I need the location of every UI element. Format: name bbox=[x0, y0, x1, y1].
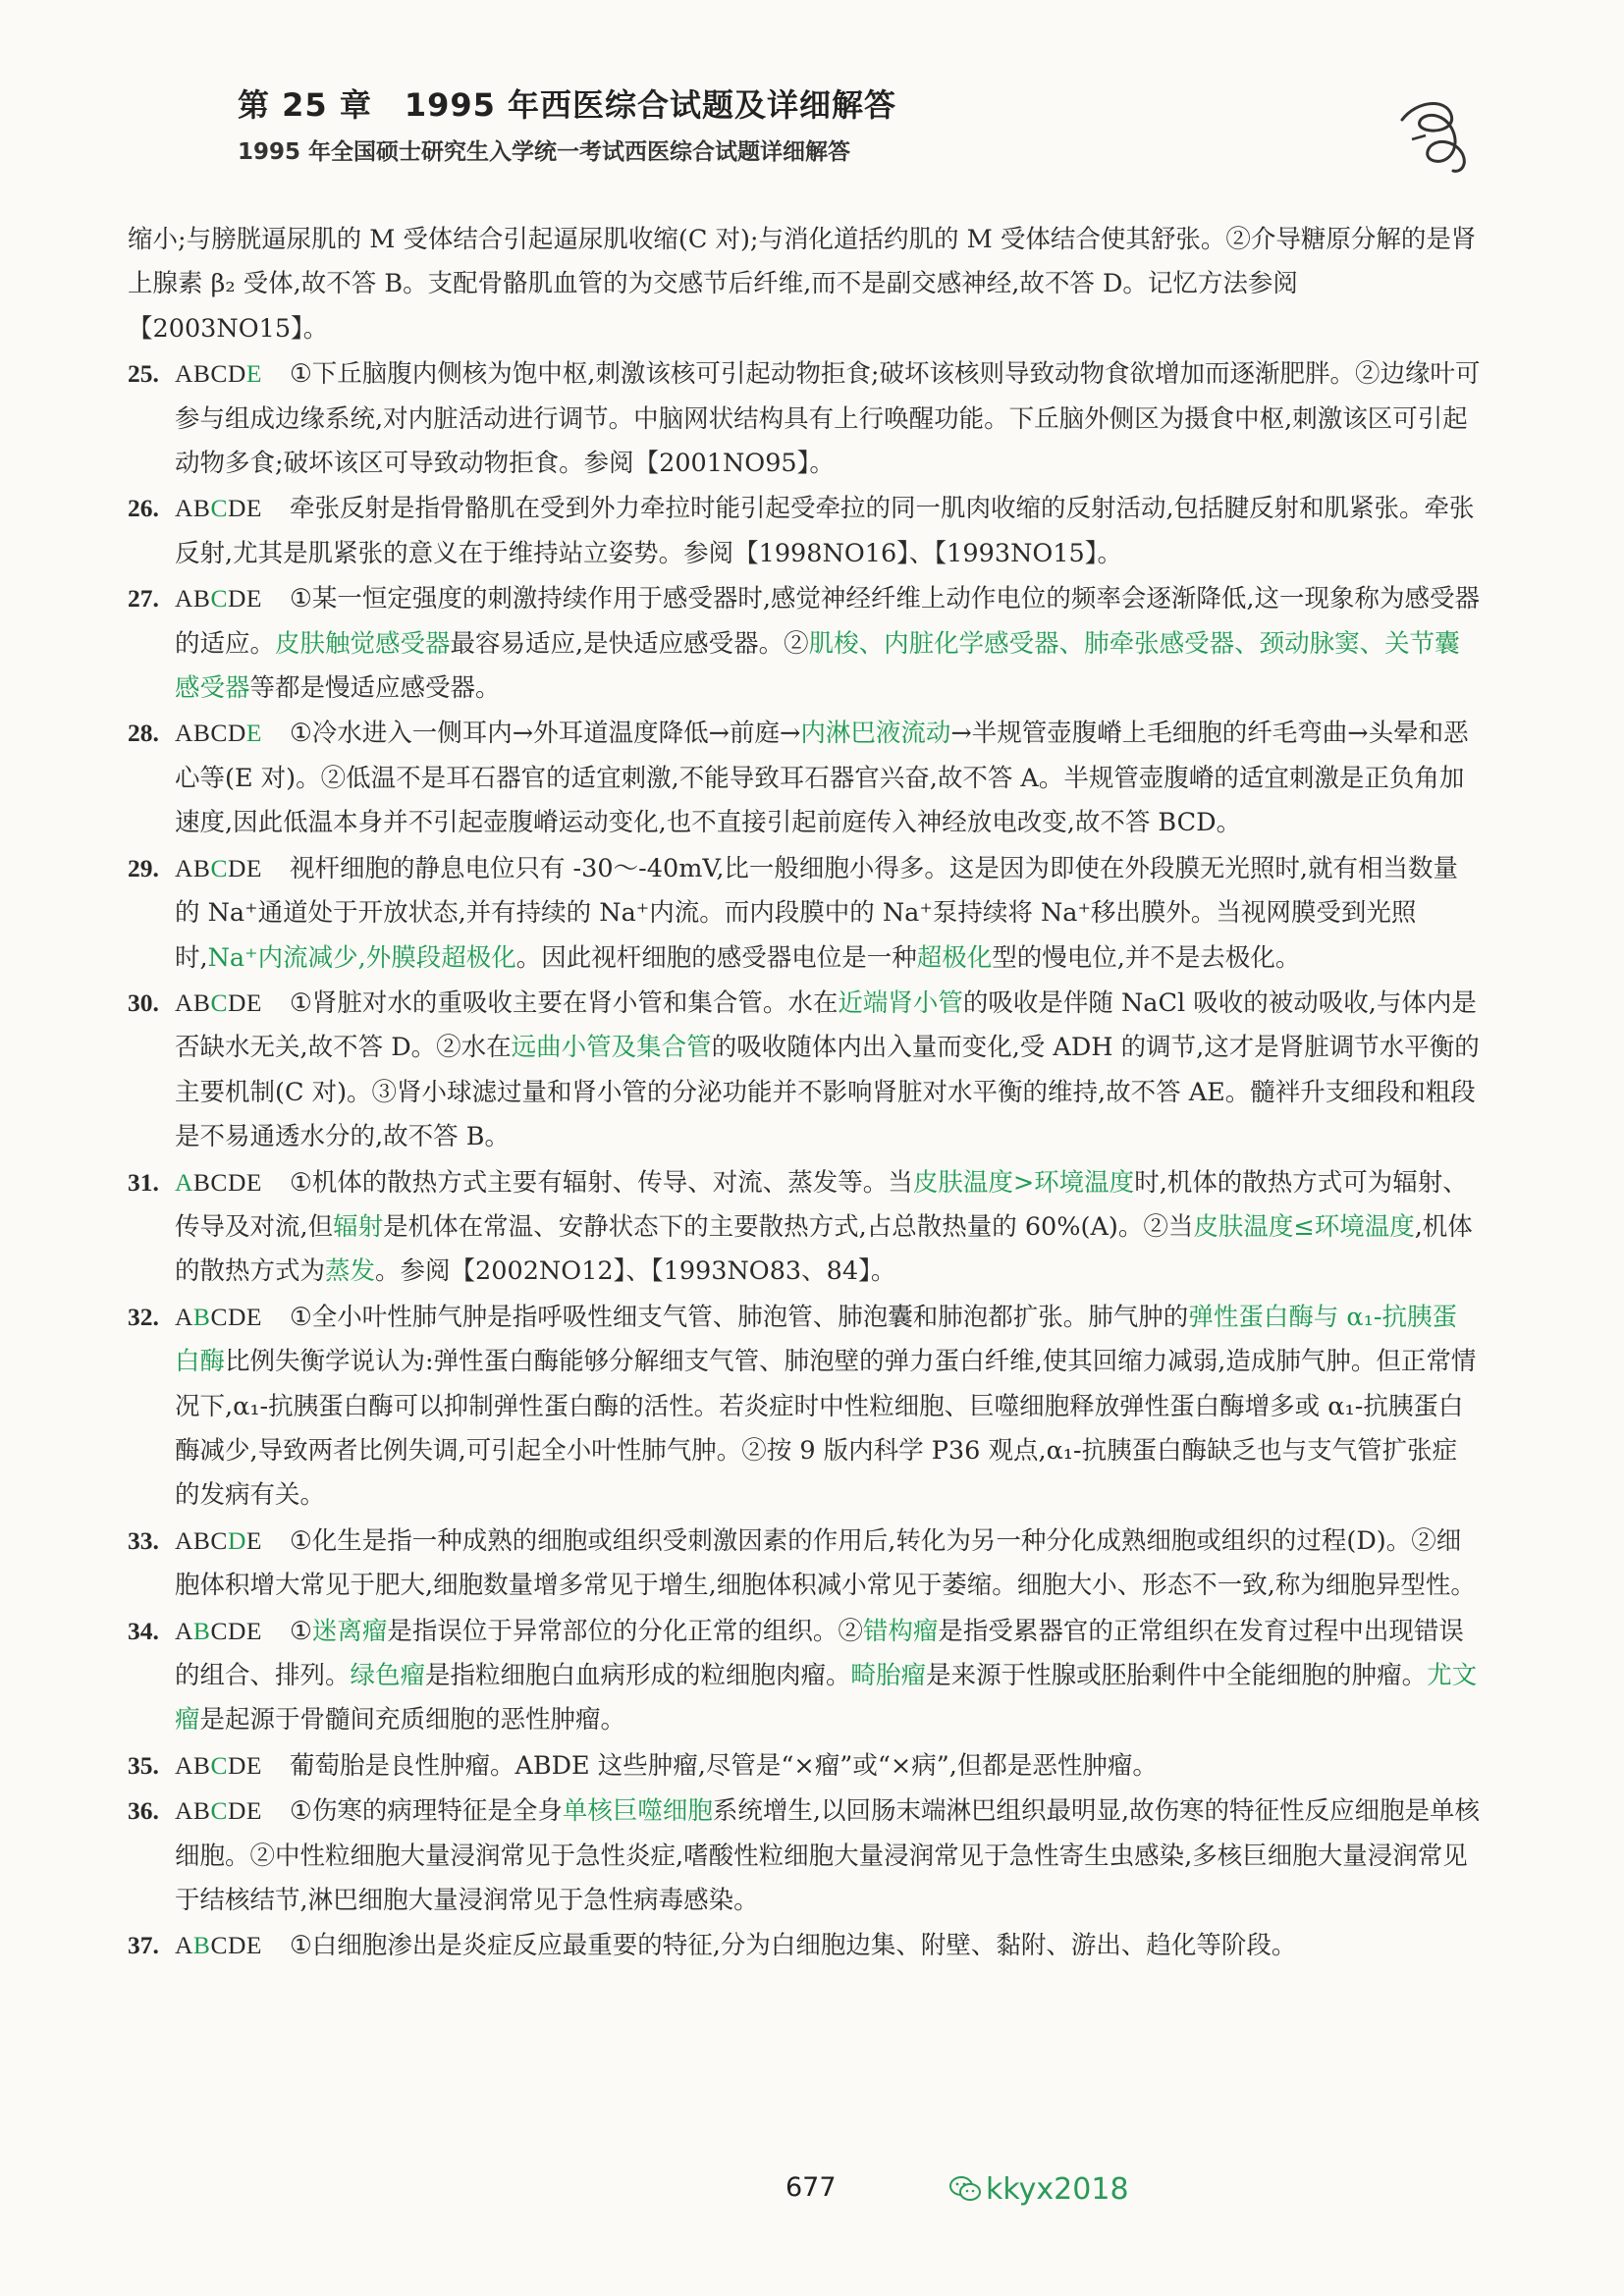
watermark bbox=[948, 2172, 1129, 2207]
question-number: 32. bbox=[128, 1302, 159, 1331]
correct-choice: E bbox=[245, 359, 262, 389]
continued-explanation bbox=[128, 218, 1481, 351]
explanation-text: 。因此视杆细胞的感受器电位是一种 bbox=[515, 942, 917, 973]
question-answer-item bbox=[128, 1160, 1481, 1295]
highlighted-term: 错构瘤 bbox=[862, 1616, 939, 1646]
question-number: 33. bbox=[128, 1525, 159, 1555]
choice-letters: ABC bbox=[175, 1525, 228, 1555]
question-answer-item bbox=[128, 711, 1481, 845]
explanation-text: →半规管壶腹嵴上毛细胞的纤毛弯曲→头晕和恶心等(E 对)。②低温不是耳石器官的适宜刺激,不能导致耳石器官兴奋,故不答 A。半规管壶腹嵴的适宜刺激是正负角加速度,因此低温本身并不引起壶腹嵴运动变化,也不直接引起前庭传入神经放电改变,故不答 BCD。 bbox=[175, 719, 1469, 838]
highlighted-term: 尤文瘤 bbox=[175, 1661, 1478, 1735]
chapter-title: 第 25 章 1995 年西医综合试题及详细解答 bbox=[238, 86, 897, 124]
question-number: 27. bbox=[128, 584, 159, 614]
explanation-text: ①机体的散热方式主要有辐射、传导、对流、蒸发等。当 bbox=[289, 1167, 913, 1198]
choice-letters: DE bbox=[227, 1750, 262, 1780]
answer-choices bbox=[175, 1931, 262, 1959]
choice-letters: AB bbox=[175, 1750, 211, 1780]
correct-choice: A bbox=[175, 1167, 193, 1197]
question-answer-item bbox=[128, 1789, 1481, 1923]
answer-choices bbox=[175, 584, 262, 613]
question-number: 29. bbox=[128, 853, 159, 882]
explanation-text: 牵张反射是指骨骼肌在受到外力牵拉时能引起受牵拉的同一肌肉收缩的反射活动,包括腱反射和肌紧张。牵张反射,尤其是肌紧张的意义在于维持站立姿势。参阅【1998NO16】、【1993NO15】。 bbox=[175, 494, 1475, 568]
correct-choice: C bbox=[210, 494, 228, 523]
choice-letters: DE bbox=[227, 494, 262, 523]
question-answer-item bbox=[128, 1743, 1481, 1789]
highlighted-term: 近端肾小管 bbox=[838, 988, 963, 1018]
question-number: 30. bbox=[128, 988, 159, 1017]
question-number: 26. bbox=[128, 494, 159, 523]
highlighted-term: 肌梭、内脏化学感受器、肺牵张感受器、颈动脉窦、关节囊感受器 bbox=[175, 628, 1460, 704]
correct-choice: C bbox=[210, 988, 228, 1017]
wechat-icon bbox=[948, 2175, 982, 2203]
correct-choice: B bbox=[192, 1302, 211, 1331]
choice-letters: E bbox=[245, 1525, 262, 1555]
choice-letters: CDE bbox=[210, 1616, 262, 1645]
explanation-text: 等都是慢适应感受器。 bbox=[249, 673, 501, 704]
question-answer-item bbox=[128, 846, 1481, 981]
correct-choice: B bbox=[192, 1931, 211, 1960]
explanation-text: 是指受累器官的正常组织在发育过程中出现错误的组合、排列。 bbox=[175, 1616, 1464, 1690]
choice-letters: CDE bbox=[210, 1931, 262, 1960]
answer-choices bbox=[175, 1168, 262, 1197]
highlighted-term: 辐射 bbox=[333, 1211, 384, 1242]
question-answer-item bbox=[128, 1923, 1481, 1968]
explanation-text: 是指误位于异常部位的分化正常的组织。② bbox=[387, 1616, 863, 1646]
choice-letters: DE bbox=[227, 853, 262, 882]
explanation-text: 是来源于性腺或胚胎剩件中全能细胞的肿瘤。 bbox=[926, 1661, 1428, 1690]
explanation-text: 最容易适应,是快适应感受器。② bbox=[450, 628, 809, 659]
question-number: 34. bbox=[128, 1616, 159, 1645]
correct-choice: C bbox=[210, 1750, 228, 1780]
highlighted-term: Na⁺内流减少,外膜段超极化 bbox=[207, 942, 516, 973]
highlighted-term: 单核巨噬细胞 bbox=[562, 1796, 713, 1827]
explanation-text: 型的慢电位,并不是去极化。 bbox=[992, 942, 1301, 973]
choice-letters: AB bbox=[175, 494, 211, 523]
highlighted-term: 超极化 bbox=[916, 942, 993, 973]
answer-choices bbox=[175, 494, 262, 522]
question-answer-item bbox=[128, 486, 1481, 576]
highlighted-term: 绿色瘤 bbox=[350, 1661, 426, 1690]
answer-choices bbox=[175, 1751, 262, 1780]
correct-choice: B bbox=[192, 1616, 211, 1645]
choice-letters: BCDE bbox=[192, 1167, 262, 1197]
explanation-text: 是起源于骨髓间充质细胞的恶性肿瘤。 bbox=[199, 1705, 626, 1735]
explanation-text: 的吸收是伴随 NaCl 吸收的被动吸收,与体内是否缺水无关,故不答 D。②水在 bbox=[175, 988, 1477, 1063]
chapter-subtitle: 1995 年全国硕士研究生入学统一考试西医综合试题详细解答 bbox=[238, 139, 851, 165]
answer-choices bbox=[175, 1796, 262, 1825]
explanation-text: 。参阅【2002NO12】、【1993NO83、84】。 bbox=[375, 1256, 896, 1287]
question-answer-item bbox=[128, 1295, 1481, 1519]
explanation-text: 视杆细胞的静息电位只有 -30～-40mV,比一般细胞小得多。这是因为即使在外段膜无光照时,就有相当数量的 Na⁺通道处于开放状态,并有持续的 Na⁺内流。而内段膜中的 Na⁺泵持续将 Na⁺移出膜外。当视网膜受到光照时, bbox=[175, 853, 1459, 973]
choice-letters: ABCD bbox=[175, 719, 246, 748]
question-answer-item bbox=[128, 351, 1481, 486]
explanation-text: 是指粒细胞白血病形成的粒细胞肉瘤。 bbox=[425, 1661, 851, 1690]
explanation-text: ①全小叶性肺气肿是指呼吸性细支气管、肺泡管、肺泡囊和肺泡都扩张。肺气肿的 bbox=[289, 1302, 1189, 1332]
page-number: 677 bbox=[785, 2172, 837, 2203]
explanation-text: 的吸收随体内出入量而变化,受 ADH 的调节,这才是肾脏调节水平衡的主要机制(C 对)。③肾小球滤过量和肾小管的分泌功能并不影响肾脏对水平衡的维持,故不答 AE。髓袢升支细段和粗段是不易通透水分的,故不答 B。 bbox=[175, 1033, 1480, 1152]
question-number: 28. bbox=[128, 719, 159, 748]
choice-letters: AB bbox=[175, 584, 211, 614]
highlighted-term: 迷离瘤 bbox=[311, 1616, 388, 1646]
explanation-text: ①化生是指一种成熟的细胞或组织受刺激因素的作用后,转化为另一种分化成熟细胞或组织的过程(D)。②细胞体积增大常见于肥大,细胞数量增多常见于增生,细胞体积减小常见于萎缩。细胞大小、形态不一致,称为细胞异型性。 bbox=[175, 1525, 1476, 1601]
answer-choices bbox=[175, 1303, 262, 1331]
choice-letters: CDE bbox=[210, 1302, 262, 1331]
question-number: 37. bbox=[128, 1931, 159, 1960]
handwritten-scribble-mark bbox=[1392, 90, 1481, 179]
question-answer-item bbox=[128, 981, 1481, 1160]
explanation-text: ①冷水进入一侧耳内→外耳道温度降低→前庭→ bbox=[289, 719, 801, 749]
correct-choice: C bbox=[210, 584, 228, 614]
correct-choice: C bbox=[210, 853, 228, 882]
choice-letters: DE bbox=[227, 1796, 262, 1826]
choice-letters: DE bbox=[227, 584, 262, 614]
highlighted-term: 内淋巴液流动 bbox=[800, 719, 951, 749]
explanation-text: 系统增生,以回肠末端淋巴组织最明显,故伤寒的特征性反应细胞是单核细胞。②中性粒细胞大量浸润常见于急性炎症,嗜酸性粒细胞大量浸润常见于急性寄生虫感染,多核巨细胞大量浸润常见于结核结节,淋巴细胞大量浸润常见于急性病毒感染。 bbox=[175, 1796, 1481, 1916]
question-answer-item bbox=[128, 1609, 1481, 1743]
correct-choice: D bbox=[227, 1525, 246, 1555]
highlighted-term: 蒸发 bbox=[325, 1256, 376, 1287]
choice-letters: AB bbox=[175, 1796, 211, 1826]
highlighted-term: 皮肤温度>环境温度 bbox=[912, 1167, 1135, 1198]
choice-letters: DE bbox=[227, 988, 262, 1017]
choice-letters: A bbox=[175, 1931, 193, 1960]
choice-letters: AB bbox=[175, 853, 211, 882]
choice-letters: AB bbox=[175, 988, 211, 1017]
answer-choices bbox=[175, 359, 262, 388]
highlighted-term: 畸胎瘤 bbox=[850, 1661, 927, 1690]
explanation-text: ①伤寒的病理特征是全身 bbox=[289, 1796, 563, 1827]
highlighted-term: 远曲小管及集合管 bbox=[511, 1033, 712, 1063]
answer-explanations bbox=[128, 218, 1481, 1969]
explanation-text: 时,机体的散热方式可为辐射、传导及对流,但 bbox=[175, 1167, 1468, 1242]
highlighted-term: 皮肤触觉感受器 bbox=[275, 628, 451, 659]
explanation-text: 缩小;与膀胱逼尿肌的 M 受体结合引起逼尿肌收缩(C 对);与消化道括约肌的 M 受体结合使其舒张。②介导糖原分解的是肾上腺素 β₂ 受体,故不答 B。支配骨骼肌血管的为交感节后纤维,而不是副交感神经,故不答 D。记忆方法参阅【2003NO15】。 bbox=[128, 225, 1477, 344]
question-number: 35. bbox=[128, 1750, 159, 1780]
choice-letters: A bbox=[175, 1616, 193, 1645]
watermark-text: kkyx2018 bbox=[986, 2172, 1129, 2207]
explanation-text: ①白细胞渗出是炎症反应最重要的特征,分为白细胞边集、附壁、黏附、游出、趋化等阶段。 bbox=[289, 1931, 1297, 1961]
page-header bbox=[238, 80, 1514, 166]
explanation-text: 比例失衡学说认为:弹性蛋白酶能够分解细支气管、肺泡壁的弹力蛋白纤维,使其回缩力减弱,造成肺气肿。但正常情况下,α₁-抗胰蛋白酶可以抑制弹性蛋白酶的活性。若炎症时中性粒细胞、巨噬细胞释放弹性蛋白酶增多或 α₁-抗胰蛋白酶减少,导致两者比例失调,可引起全小叶性肺气肿。②按 9 版内科学 P36 观点,α₁-抗胰蛋白酶缺乏也与支气管扩张症的发病有关。 bbox=[175, 1347, 1477, 1511]
explanation-text: ①肾脏对水的重吸收主要在肾小管和集合管。水在 bbox=[289, 988, 839, 1018]
highlighted-term: 弹性蛋白酶与 α₁-抗胰蛋白酶 bbox=[175, 1302, 1457, 1377]
answer-choices bbox=[175, 988, 262, 1017]
answer-choices bbox=[175, 854, 262, 882]
choice-letters: A bbox=[175, 1302, 193, 1331]
explanation-text: ① bbox=[289, 1616, 312, 1646]
question-number: 25. bbox=[128, 359, 159, 389]
question-number: 36. bbox=[128, 1796, 159, 1826]
correct-choice: C bbox=[210, 1796, 228, 1826]
question-answer-item bbox=[128, 576, 1481, 711]
explanation-text: ①某一恒定强度的刺激持续作用于感受器时,感觉神经纤维上动作电位的频率会逐渐降低,这一现象称为感受器的适应。 bbox=[175, 584, 1481, 659]
answer-choices bbox=[175, 1617, 262, 1645]
correct-choice: E bbox=[245, 719, 262, 748]
explanation-text: ①下丘脑腹内侧核为饱中枢,刺激该核可引起动物拒食;破坏该核则导致动物食欲增加而逐渐肥胖。②边缘叶可参与组成边缘系统,对内脏活动进行调节。中脑网状结构具有上行唤醒功能。下丘脑外侧区为摄食中枢,刺激该区可引起动物多食;破坏该区可导致动物拒食。参阅【2001NO95】。 bbox=[175, 359, 1481, 479]
highlighted-term: 皮肤温度≤环境温度 bbox=[1193, 1211, 1415, 1242]
answer-choices bbox=[175, 719, 262, 747]
choice-letters: ABCD bbox=[175, 359, 246, 389]
answer-choices bbox=[175, 1526, 262, 1555]
explanation-text: 是机体在常温、安静状态下的主要散热方式,占总散热量的 60%(A)。②当 bbox=[383, 1211, 1194, 1242]
explanation-text: ,机体的散热方式为 bbox=[175, 1211, 1473, 1287]
explanation-text: 葡萄胎是良性肿瘤。ABDE 这些肿瘤,尽管是“×瘤”或“×病”,但都是恶性肿瘤。 bbox=[289, 1750, 1158, 1781]
question-number: 31. bbox=[128, 1167, 159, 1197]
question-answer-item bbox=[128, 1519, 1481, 1609]
